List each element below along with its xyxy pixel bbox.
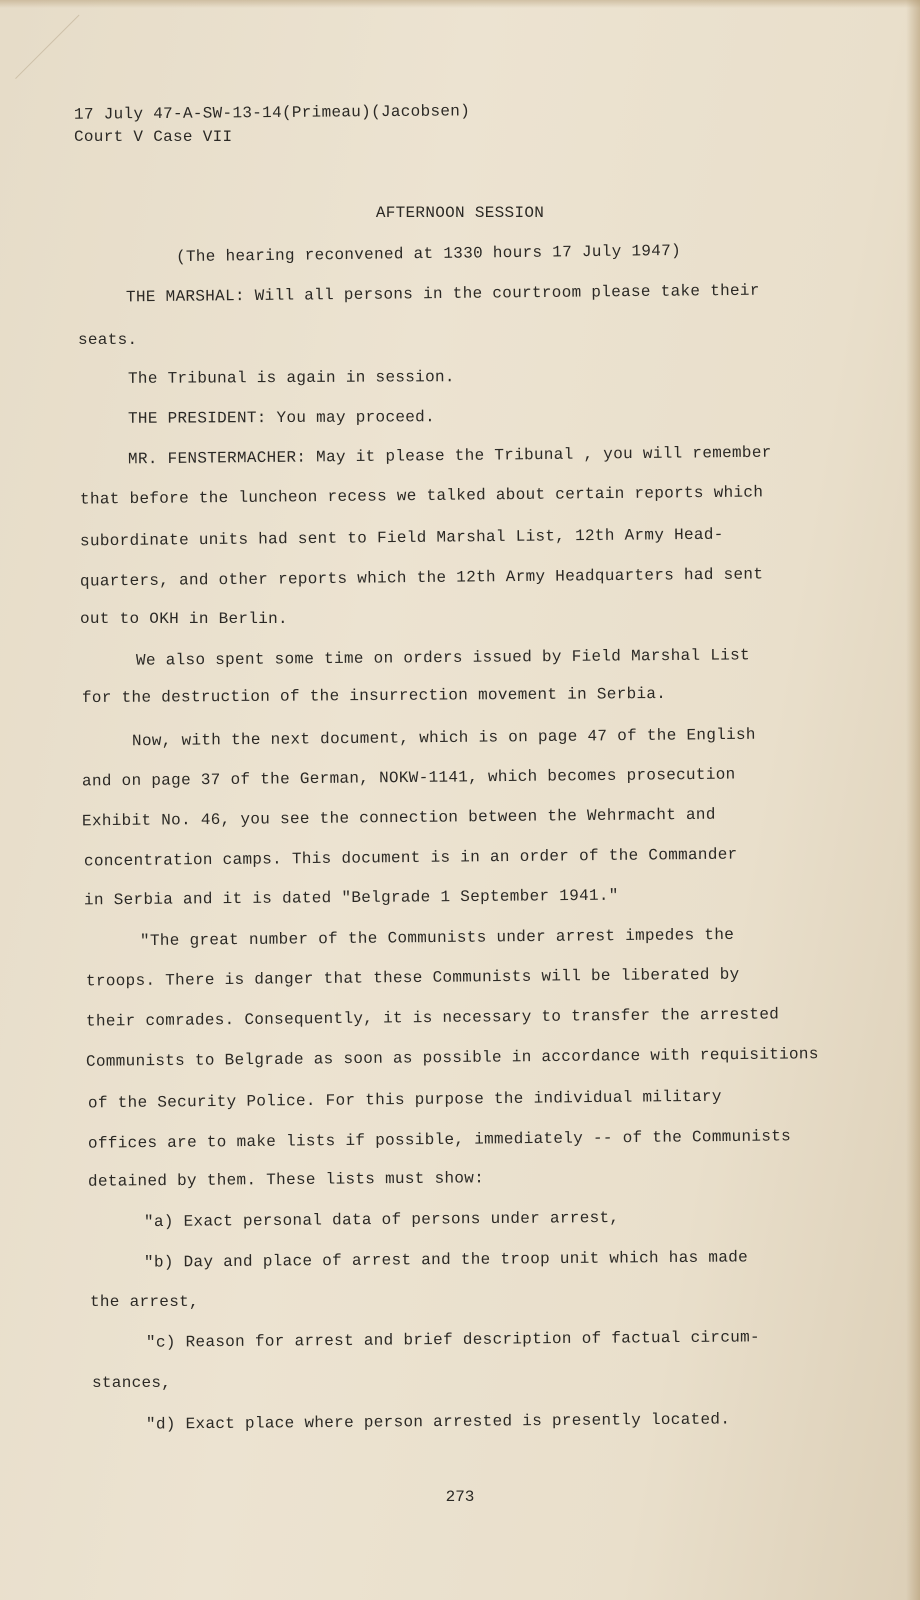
transcript-line: troops. There is danger that these Communists will be liberated by [85, 965, 740, 991]
transcript-line: Now, with the next document, which is on page 47 of the English [131, 725, 756, 751]
transcript-line: the arrest, [90, 1293, 199, 1311]
transcript-line: for the destruction of the insurrection movement in Serbia. [81, 684, 667, 708]
transcript-line: MR. FENSTERMACHER: May it please the Tribunal , you will remember [127, 443, 772, 469]
transcript-line: stances, [92, 1374, 172, 1392]
transcript-line: subordinate units had sent to Field Marshal List, 12th Army Head- [79, 525, 724, 551]
transcript-line: THE MARSHAL: Will all persons in the courtroom please take their [125, 281, 760, 307]
transcript-line: "a) Exact personal data of persons under arrest, [143, 1208, 620, 1232]
transcript-line: Exhibit No. 46, you see the connection between the Wehrmacht and [81, 805, 716, 831]
transcript-line: that before the luncheon recess we talked about certain reports which [79, 483, 764, 509]
transcript-line: "b) Day and place of arrest and the troop unit which has made [143, 1248, 749, 1272]
transcript-line: and on page 37 of the German, NOKW-1141, which becomes prosecution [81, 765, 736, 791]
transcript-line: THE PRESIDENT: You may proceed. [127, 408, 435, 428]
transcript-line: "d) Exact place where person arrested is presently located. [145, 1410, 731, 1434]
transcript-line: Communists to Belgrade as soon as possible in accordance with requisitions [85, 1045, 819, 1071]
transcript-line: We also spent some time on orders issued by Field Marshal List [135, 646, 750, 670]
transcript-line: concentration camps. This document is in an order of the Commander [83, 845, 738, 871]
page-edge-shadow-right [906, 0, 920, 1600]
transcript-line: detained by them. These lists must show: [87, 1169, 485, 1191]
transcript-line: quarters, and other reports which the 12th Army Headquarters had sent [79, 565, 764, 591]
transcript-line: "c) Reason for arrest and brief description of factual circum- [145, 1328, 760, 1352]
header-line-2: Court V Case VII [74, 128, 233, 146]
session-title: AFTERNOON SESSION [375, 204, 545, 222]
transcript-line: of the Security Police. For this purpose the individual military [87, 1087, 722, 1113]
transcript-line: "The great number of the Communists under arrest impedes the [139, 925, 735, 951]
reconvene-note: (The hearing reconvened at 1330 hours 17 July 1947) [175, 241, 682, 267]
transcript-line: offices are to make lists if possible, immediately -- of the Communists [87, 1127, 792, 1153]
header-line-1: 17 July 47-A-SW-13-14(Primeau)(Jacobsen) [73, 102, 471, 124]
transcript-line: their comrades. Consequently, it is necessary to transfer the arrested [85, 1005, 780, 1031]
page-edge-shadow-top [0, 0, 920, 8]
transcript-line: seats. [78, 331, 138, 349]
page-number: 273 [445, 1488, 475, 1506]
transcript-line: in Serbia and it is dated "Belgrade 1 September 1941." [83, 886, 619, 910]
corner-fold-mark [0, 0, 79, 79]
transcript-line: The Tribunal is again in session. [127, 368, 455, 388]
transcript-line: out to OKH in Berlin. [80, 610, 288, 628]
